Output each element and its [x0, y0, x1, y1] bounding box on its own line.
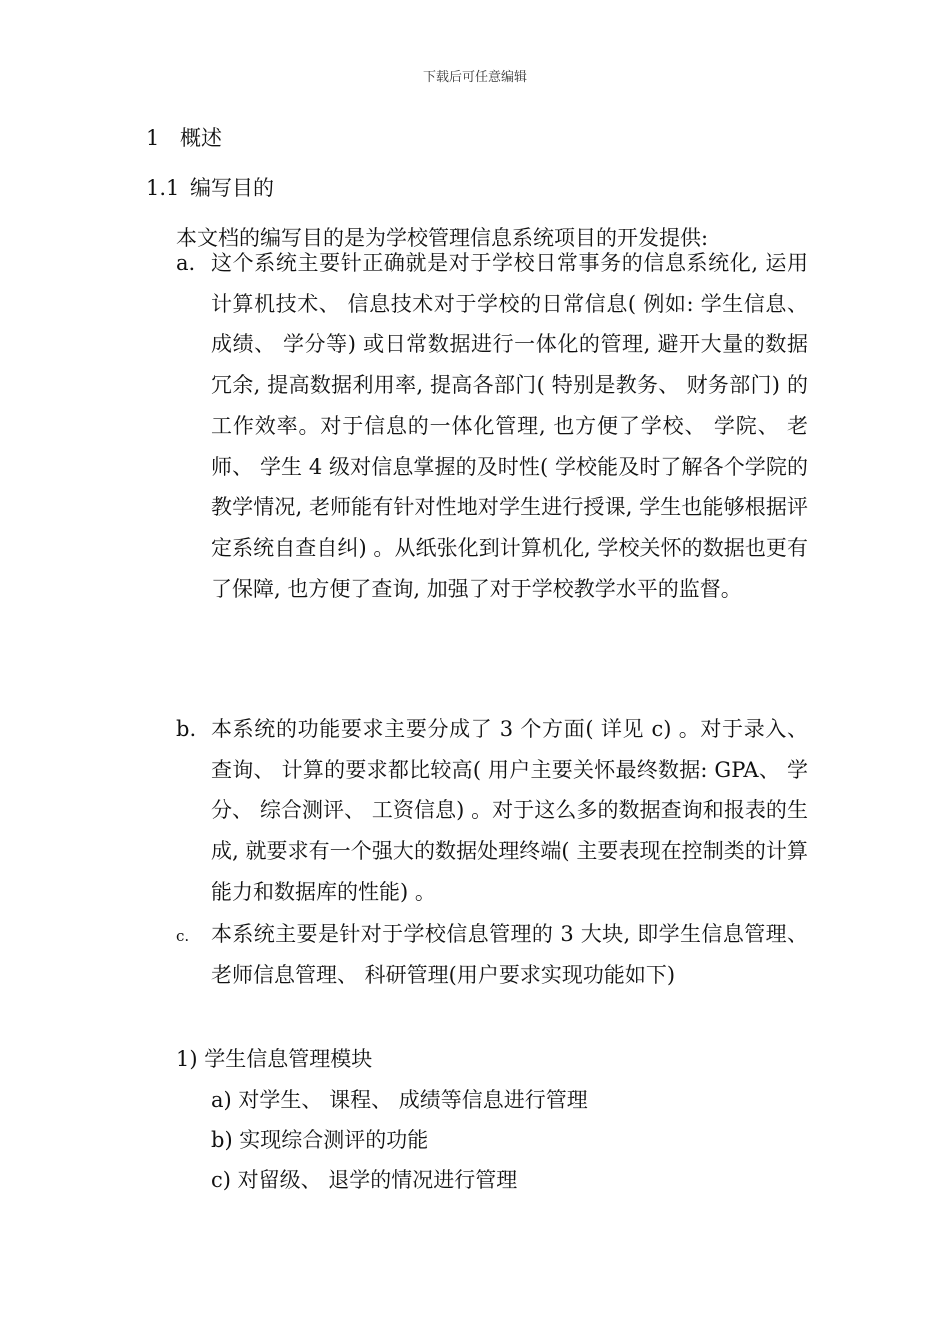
list-item-text: 本系统的功能要求主要分成了 3 个方面( 详见 c) 。对于录入、 查询、 计算的要求都比较高( 用户主要关怀最终数据: GPA、 学分、 综合测评、 工资信息) 。对于这么多的数据查询和报表的生成, 就要求有一个强大的数据处理终端( 主要表现在控制类的计算能力和数据库的性能) 。	[211, 717, 808, 904]
page-header: 下载后可任意编辑	[422, 70, 527, 85]
section-number: 1	[146, 126, 160, 150]
list-marker: b.	[176, 717, 197, 741]
section-heading-1-1	[146, 172, 274, 202]
list-marker: c.	[176, 927, 190, 945]
sub-list-item: b) 实现综合测评的功能	[211, 1128, 429, 1152]
sub-list-item: a) 对学生、 课程、 成绩等信息进行管理	[211, 1088, 588, 1112]
section-title: 概述	[180, 126, 222, 150]
list-item-c	[176, 914, 808, 995]
intro-paragraph: 本文档的编写目的是为学校管理信息系统项目的开发提供:	[176, 226, 709, 250]
section-heading-1	[146, 122, 222, 152]
list-item-text: 这个系统主要针正确就是对于学校日常事务的信息系统化, 运用计算机技术、 信息技术对于学校的日常信息( 例如: 学生信息、 成绩、 学分等) 或日常数据进行一体化的管理, 避开大量的数据冗余, 提高数据利用率, 提高各部门( 特别是教务、 财务部门) 的工作效率。对于信息的一体化管理, 也方便了学校、 学院、 老师、 学生 4 级对信息掌握的及时性( 学校能及时了解各个学院的教学情况, 老师能有针对性地对学生进行授课, 学生也能够根据评定系统自查自纠) 。从纸张化到计算机化, 学校关怀的数据也更有了保障, 也方便了查询, 加强了对于学校教学水平的监督。	[211, 251, 808, 601]
section-number: 1.1	[146, 176, 180, 200]
sub-list-item: c) 对留级、 退学的情况进行管理	[211, 1168, 518, 1192]
list-item-a	[176, 243, 808, 609]
section-title: 编写目的	[190, 176, 274, 200]
module-heading: 1) 学生信息管理模块	[176, 1047, 373, 1071]
list-marker: a.	[176, 251, 196, 275]
list-item-b	[176, 709, 808, 913]
list-item-text: 本系统主要是针对于学校信息管理的 3 大块, 即学生信息管理、 老师信息管理、 科研管理(用户要求实现功能如下)	[211, 922, 808, 987]
